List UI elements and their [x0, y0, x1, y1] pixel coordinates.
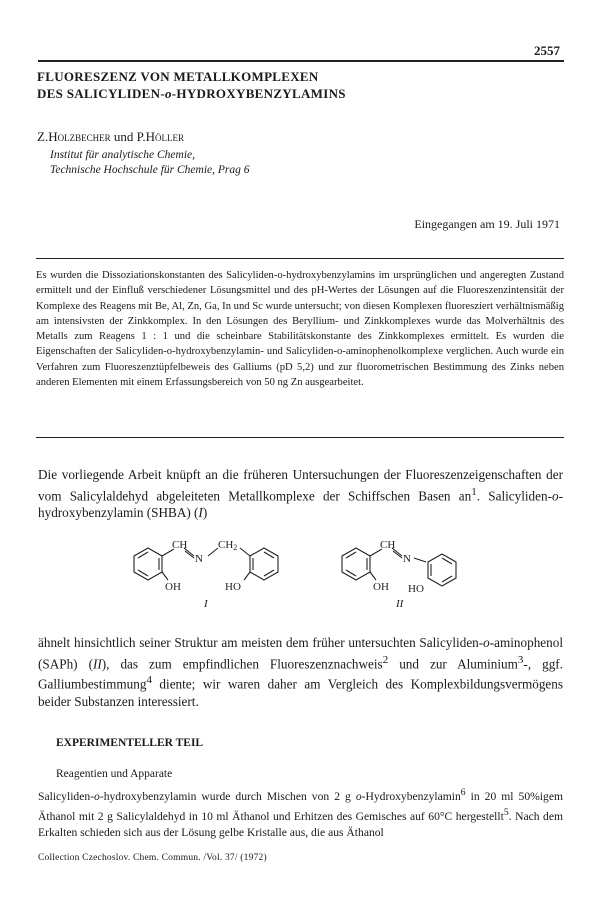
authors: Z.Holzbecher und P.Höller: [37, 129, 185, 144]
header-rule: [38, 60, 564, 62]
structure-II-label: II: [396, 598, 404, 610]
s1-ch2-label: CH2: [218, 539, 238, 552]
s1-ch-label: CH: [172, 539, 188, 551]
affiliation: Institut für analytische Chemie, Technische Hochschule für Chemie, Prag 6: [50, 149, 250, 176]
abstract: Es wurden die Dissoziationskonstanten des Salicyliden-o-hydroxybenzylamins im ursprünglichen und angeregten Zustand ermittelt und der Einfluß verschiedener Lösungsmittel und des pH-Wertes der Lösungen auf die Fluoreszenzintensität der Komplexe des Reagens mit Be, Al, Zn, Ga, In und Sc wurde untersucht; von diesen Komplexen fluoresziert verhältnismäßig am intensivsten der Zinkkomplex. In den Lösungen des Beryllium- und Zinkkomplexes wurde das Molverhältnis des Metalls zum Reagens 1 : 1 und die scheinbare Stabilitätskonstante des Zinkkomplexes ermittelt. Es wurden die Eigenschaften der Salicyliden-o-hydroxybenzylamin- und Salicyliden-o-aminophenolkomplexe verglichen. Auch wurde ein Verfahren zum Fluoreszenztüpfelbeweis des Galliums (pD 5,2) und zur fluorometrischen Bestimmung des Zinks neben anderen Elementen mit einem Erfassungsbereich von 50 ng Zn ausgearbeitet.: [36, 270, 564, 389]
structure-II: [330, 536, 490, 603]
s1-n-label: N: [195, 553, 203, 565]
received-date: Eingegangen am 19. Juli 1971: [414, 217, 560, 231]
page-number: 2557: [534, 43, 560, 58]
s2-oh-label: OH: [373, 581, 389, 593]
intro-paragraph: Die vorliegende Arbeit knüpft an die früheren Untersuchungen der Fluoreszenzeigenschaften der vom Salicylaldehyd abgeleiteten Metallkomplexe der Schiffschen Basen $an^1$. Salicyliden-o-hydroxybenzylamin (SHBA) (I): [38, 467, 563, 521]
comparison-paragraph: ähnelt hinsichtlich seiner Struktur am meisten dem früher untersuchten Salicyliden-o-aminophenol (SAPh) (II), das zum empfindlichen Fluoreszenznachweis$^2$ und zur Aluminium$^3$-, ggf. Galliumbestimmung$^4$ diente; wir waren daher am Vergleich des Komplexbildungsvermögens beider Substanzen interessiert.: [38, 635, 563, 710]
journal-footer: Collection Czechoslov. Chem. Commun. /Vol. 37/ (1972): [38, 853, 267, 863]
abstract-rule-top: [36, 258, 564, 259]
structure-II-drawing: [330, 536, 490, 598]
subheading: Reagentien und Apparate: [56, 768, 173, 780]
s2-n-label: N: [403, 553, 411, 565]
title-line-2: DES SALICYLIDEN-o-HYDROXYBENZYLAMINS: [37, 86, 346, 101]
s2-ho-label: HO: [408, 583, 424, 595]
article-title: [37, 68, 346, 102]
section-heading: EXPERIMENTELLER TEIL: [56, 737, 204, 749]
structure-I-drawing: [122, 536, 292, 598]
s1-oh-label: OH: [165, 581, 181, 593]
s2-ch-label: CH: [380, 539, 396, 551]
structure-I-label: I: [204, 598, 208, 610]
s1-ho-label: HO: [225, 581, 241, 593]
abstract-rule-bottom: [36, 437, 564, 438]
title-line-1: FLUORESZENZ VON METALLKOMPLEXEN: [37, 69, 319, 84]
structure-I: [122, 536, 292, 603]
experimental-paragraph: Salicyliden-o-hydroxybenzylamin wurde durch Mischen von 2 g o-Hydroxybenzylamin$^6$ in 20 ml 50%igem Äthanol mit 2 g Salicylaldehyd in 10 ml Äthanol und Erhitzen des Gemisches auf 60°C hergestellt$^5$. Nach dem Erkalten schieden sich aus der Lösung gelbe Kristalle aus, die aus Äthanol: [38, 787, 563, 839]
